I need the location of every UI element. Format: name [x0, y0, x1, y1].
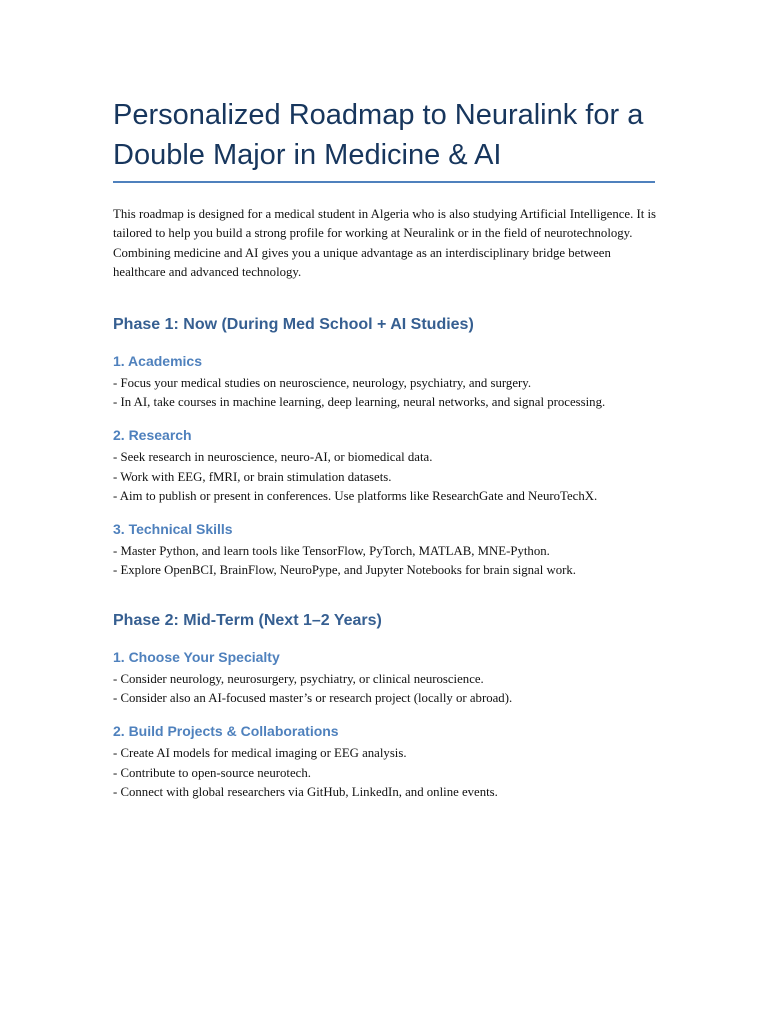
document-content — [113, 95, 658, 802]
specialty-body — [113, 670, 658, 709]
title-underline — [113, 181, 655, 183]
specialty-heading: 1. Choose Your Specialty — [113, 648, 280, 665]
research-body — [113, 448, 658, 506]
research-line: - Aim to publish or present in conferences. Use platforms like ResearchGate and NeuroTechX. — [113, 488, 598, 503]
phase-2-heading: Phase 2: Mid-Term (Next 1–2 Years) — [113, 611, 382, 629]
research-heading: 2. Research — [113, 427, 192, 444]
projects-line: - Contribute to open-source neurotech. — [113, 765, 311, 780]
projects-line: - Connect with global researchers via GitHub, LinkedIn, and online events. — [113, 784, 498, 799]
academics-heading: 1. Academics — [113, 352, 202, 369]
academics-line: - Focus your medical studies on neuroscience, neurology, psychiatry, and surgery. — [113, 375, 532, 390]
projects-line: - Create AI models for medical imaging or EEG analysis. — [113, 746, 407, 761]
specialty-line: - Consider also an AI-focused master’s or research project (locally or abroad). — [113, 691, 513, 705]
projects-heading: 2. Build Projects & Collaborations — [113, 723, 339, 740]
document-title: Personalized Roadmap to Neuralink for a Double Major in Medicine & AI — [113, 99, 644, 171]
research-line: - Work with EEG, fMRI, or brain stimulation datasets. — [113, 469, 392, 484]
intro-paragraph: This roadmap is designed for a medical student in Algeria who is also studying Artificial Intelligence. It is tailored to help you build a strong profile for working at Neuralink or in the field of neurotechnology. Combining medicine and AI gives you a unique advantage as an interdisciplinary bridge between healthcare and advanced technology. — [113, 207, 657, 280]
research-line: - Seek research in neuroscience, neuro-AI, or biomedical data. — [113, 450, 433, 465]
specialty-line: - Consider neurology, neurosurgery, psychiatry, or clinical neuroscience. — [113, 671, 484, 686]
technical-skills-line: - Explore OpenBCI, BrainFlow, NeuroPype, and Jupyter Notebooks for brain signal work. — [113, 563, 576, 578]
technical-skills-line: - Master Python, and learn tools like TensorFlow, PyTorch, MATLAB, MNE-Python. — [113, 544, 550, 559]
technical-skills-body — [113, 542, 658, 581]
phase-1-heading: Phase 1: Now (During Med School + AI Studies) — [113, 315, 474, 333]
academics-line: - In AI, take courses in machine learning, deep learning, neural networks, and signal processing. — [113, 394, 606, 409]
technical-skills-heading: 3. Technical Skills — [113, 521, 233, 538]
projects-body — [113, 744, 658, 802]
academics-body — [113, 374, 658, 413]
